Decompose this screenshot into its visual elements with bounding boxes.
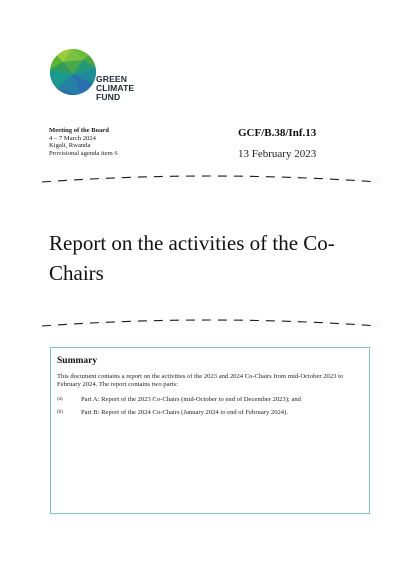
meeting-dates: 4 – 7 March 2024 (49, 134, 96, 142)
summary-heading: Summary (57, 356, 98, 366)
logo-line-climate: CLIMATE (96, 83, 135, 94)
divider-swoosh-bottom (40, 316, 380, 330)
green-climate-fund-logo (49, 48, 149, 108)
logo-wordmark (96, 75, 134, 103)
meeting-agenda: Provisional agenda item 6 (49, 149, 118, 157)
summary-intro: This document contains a report on the activities of the 2023 and 2024 Co-Chairs from mid-October 2023 to February 2024. The report contains two parts: (57, 373, 344, 389)
document-date: 13 February 2023 (238, 148, 317, 160)
list-item (57, 396, 363, 404)
list-marker: (a) (57, 396, 63, 402)
logo-line-green: GREEN (96, 74, 128, 84)
divider-swoosh-top (40, 172, 380, 186)
list-marker: (b) (57, 410, 63, 416)
meeting-info (49, 127, 118, 157)
document-info (238, 127, 368, 161)
globe-icon (49, 48, 97, 96)
report-title: Report on the activities of the Co-Chairs (49, 231, 335, 285)
list-item-text: Part A: Report of the 2023 Co-Chairs (mid-October to end of December 2023); and (81, 395, 301, 403)
meeting-title: Meeting of the Board (49, 127, 109, 134)
document-symbol: GCF/B.38/Inf.13 (238, 127, 317, 139)
summary-box (50, 347, 370, 514)
meeting-location: Kigali, Rwanda (49, 142, 91, 150)
logo-line-fund: FUND (96, 92, 121, 103)
list-item-text: Part B: Report of the 2024 Co-Chairs (January 2024 to end of February 2024). (81, 409, 288, 417)
list-item (57, 409, 363, 417)
summary-list (57, 396, 363, 418)
